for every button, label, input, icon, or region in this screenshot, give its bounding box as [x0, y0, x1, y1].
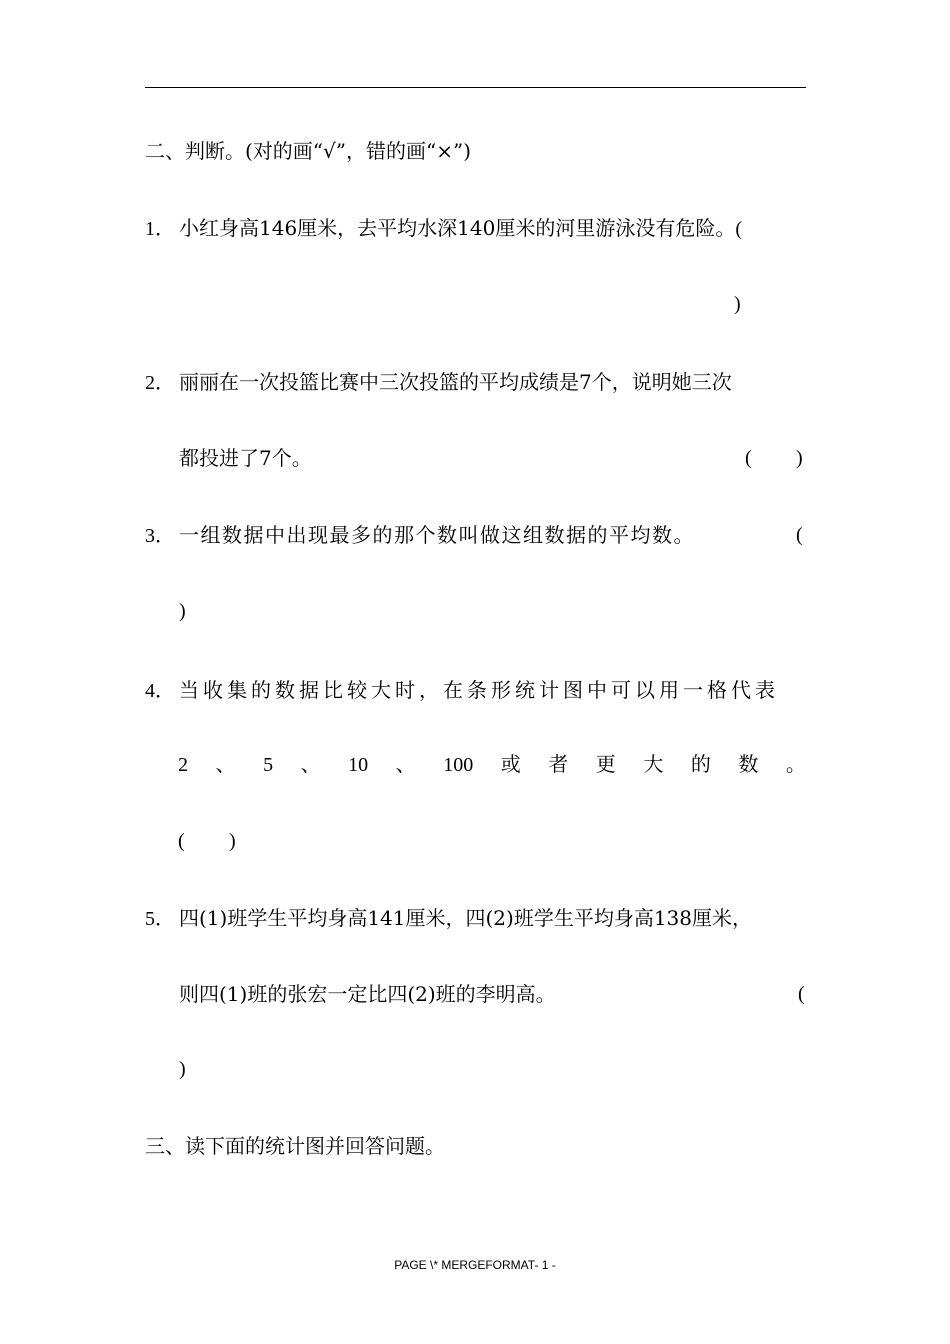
question-text: 当收集的数据比较大时，在条形统计图中可以用一格代表 [179, 678, 779, 702]
text-token: 更 [595, 754, 616, 776]
question-text: 一组数据中出现最多的那个数叫做这组数据的平均数。 [179, 523, 695, 547]
question-number: 4． [145, 680, 175, 702]
question-3 [145, 521, 695, 550]
answer-close-paren: ) [734, 293, 741, 315]
question-number: 1． [145, 218, 175, 240]
text-token: 、 [395, 754, 416, 776]
text-token: 100 [443, 754, 474, 776]
answer-open-paren: ( [796, 524, 803, 546]
answer-open-paren: ( [745, 447, 752, 469]
question-2-continued: 都投进了7个。 [179, 446, 312, 470]
header-rule [145, 87, 806, 88]
answer-open-paren: ( [798, 983, 805, 1005]
question-number: 5． [145, 908, 175, 930]
section-heading: 三、读下面的统计图并回答问题。 [145, 1134, 445, 1158]
answer-open-paren: ( [178, 830, 185, 852]
question-5-continued: 则四(1)班的张宏一定比四(2)班的李明高。 [179, 982, 556, 1006]
question-number: 3． [145, 525, 175, 547]
question-4-continued [178, 751, 806, 779]
answer-close-paren: ) [179, 1058, 186, 1080]
text-token: 的 [690, 754, 711, 776]
text-token: 、 [215, 754, 236, 776]
answer-close-paren: ) [229, 830, 236, 852]
answer-open-paren: ( [735, 218, 743, 240]
text-token: 大 [643, 754, 664, 776]
text-token: 5 [263, 754, 274, 776]
page-footer: PAGE \* MERGEFORMAT- 1 - [394, 1258, 556, 1272]
question-1 [145, 214, 742, 243]
question-text: 丽丽在一次投篮比赛中三次投篮的平均成绩是7个，说明她三次 [179, 370, 732, 394]
section-heading: 二、判断。(对的画“√”，错的画“×”) [145, 139, 472, 163]
question-5 [145, 904, 752, 933]
question-2 [145, 368, 732, 397]
text-token: 、 [300, 754, 321, 776]
question-4 [145, 676, 779, 705]
text-token: 或 [500, 754, 521, 776]
answer-close-paren: ) [179, 600, 186, 622]
answer-close-paren: ) [796, 447, 803, 469]
text-token: 者 [548, 754, 569, 776]
text-token: 10 [348, 754, 369, 776]
text-token: 2 [178, 754, 188, 776]
question-text: 小红身高146厘米，去平均水深140厘米的河里游泳没有危险。 [179, 216, 736, 240]
text-token: 数 [738, 754, 759, 776]
text-token: 。 [785, 754, 806, 776]
question-text: 四(1)班学生平均身高141厘米，四(2)班学生平均身高138厘米， [179, 906, 753, 930]
question-number: 2． [145, 372, 175, 394]
